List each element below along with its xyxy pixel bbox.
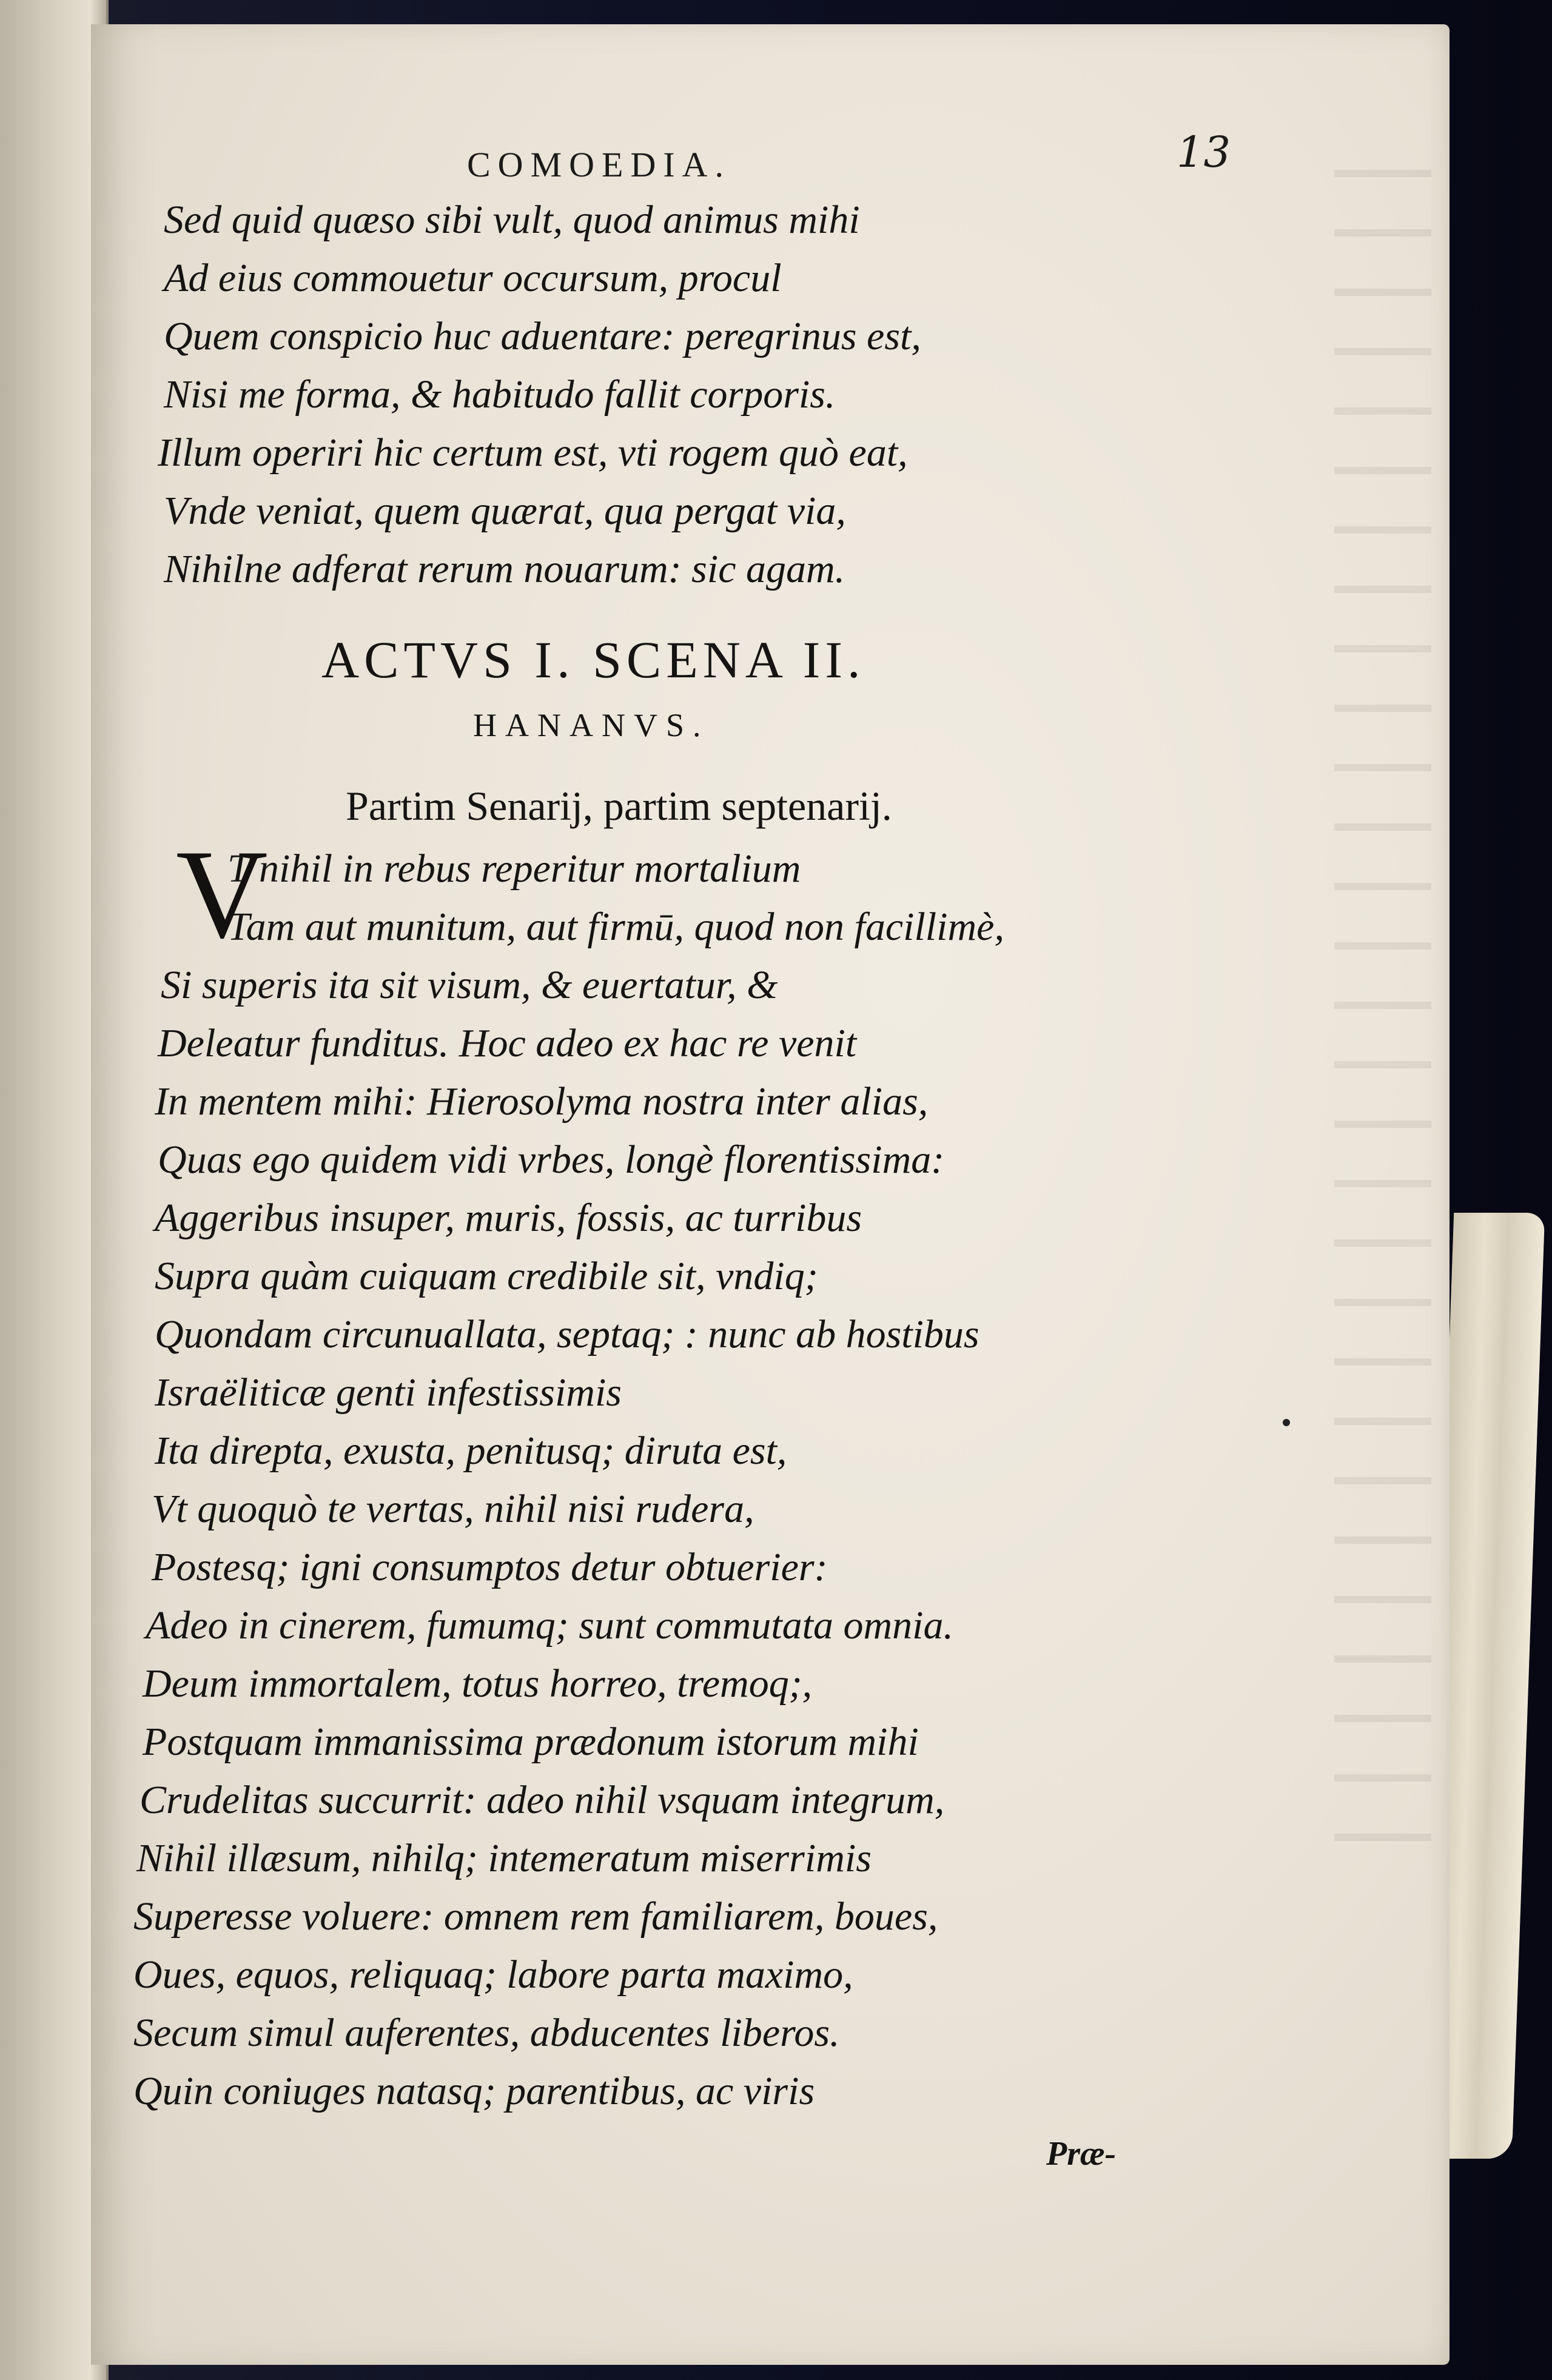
verse-line: Sed quid quæso sibi vult, quod animus mihi bbox=[164, 198, 860, 242]
ink-speck bbox=[1283, 1419, 1290, 1426]
verse-line: Vt quoquò te vertas, nihil nisi rudera, bbox=[152, 1487, 754, 1531]
verse-line: Ad eius commouetur occursum, procul bbox=[164, 256, 782, 300]
verse-line: Adeo in cinerem, fumumq; sunt commutata omnia. bbox=[146, 1603, 954, 1648]
verse-line: Quin coniuges natasq; parentibus, ac viris bbox=[133, 2069, 815, 2113]
verse-line: Crudelitas succurrit: adeo nihil vsquam integrum, bbox=[139, 1778, 945, 1822]
verse-line: Postquam immanissima prædonum istorum mihi bbox=[143, 1720, 919, 1764]
verse-line: T nihil in rebus reperitur mortalium bbox=[227, 846, 801, 891]
drop-cap: V bbox=[176, 824, 268, 965]
verse-line: Oues, equos, reliquaq; labore parta maximo, bbox=[133, 1953, 853, 1997]
verse-line: Nisi me forma, & habitudo fallit corporis. bbox=[164, 372, 836, 417]
verse-line: Superesse voluere: omnem rem familiarem, boues, bbox=[133, 1894, 938, 1939]
verse-line: Si superis ita sit visum, & euertatur, & bbox=[161, 963, 778, 1007]
verse-line: Quem conspicio huc aduentare: peregrinus est, bbox=[164, 314, 921, 358]
verse-line: Israëliticæ genti infestissimis bbox=[155, 1370, 622, 1415]
verse-line: Quondam circunuallata, septaq; : nunc ab hostibus bbox=[155, 1312, 979, 1356]
meter-note: Partim Senarij, partim septenarij. bbox=[346, 783, 892, 829]
verse-line: Secum simul auferentes, abducentes liberos. bbox=[133, 2011, 840, 2055]
verse-line: Nihilne adferat rerum nouarum: sic agam. bbox=[164, 547, 845, 591]
verse-line: Ita direpta, exusta, penitusq; diruta est, bbox=[155, 1429, 787, 1473]
verse-line: Postesq; igni consumptos detur obtuerier: bbox=[152, 1545, 828, 1589]
verse-line: Aggeribus insuper, muris, fossis, ac turribus bbox=[155, 1196, 862, 1240]
verse-line: Deum immortalem, totus horreo, tremoq;, bbox=[143, 1661, 813, 1706]
catchword: Præ- bbox=[1046, 2135, 1117, 2173]
scene-heading: ACTVS I. SCENA II. bbox=[321, 631, 865, 689]
verse-line: Illum operiri hic certum est, vti rogem quò eat, bbox=[158, 431, 908, 475]
verse-line: Nihil illæsum, nihilq; intemeratum miserrimis bbox=[136, 1836, 872, 1880]
page-number: 13 bbox=[1177, 127, 1231, 177]
verse-line: Vnde veniat, quem quærat, qua pergat via, bbox=[164, 489, 846, 533]
verse-line: Supra quàm cuiquam credibile sit, vndiq; bbox=[155, 1254, 818, 1298]
speaker-name: HANANVS. bbox=[473, 707, 710, 743]
verse-line: Quas ego quidem vidi vrbes, longè florentissima: bbox=[158, 1138, 945, 1182]
show-through bbox=[1334, 170, 1431, 1868]
verse-line: Deleatur funditus. Hoc adeo ex hac re venit bbox=[158, 1021, 857, 1065]
verse-line: In mentem mihi: Hierosolyma nostra inter alias, bbox=[155, 1079, 929, 1124]
verse-line: Tam aut munitum, aut firmū, quod non facillimè, bbox=[227, 905, 1004, 949]
running-head: COMOEDIA. bbox=[467, 145, 731, 184]
